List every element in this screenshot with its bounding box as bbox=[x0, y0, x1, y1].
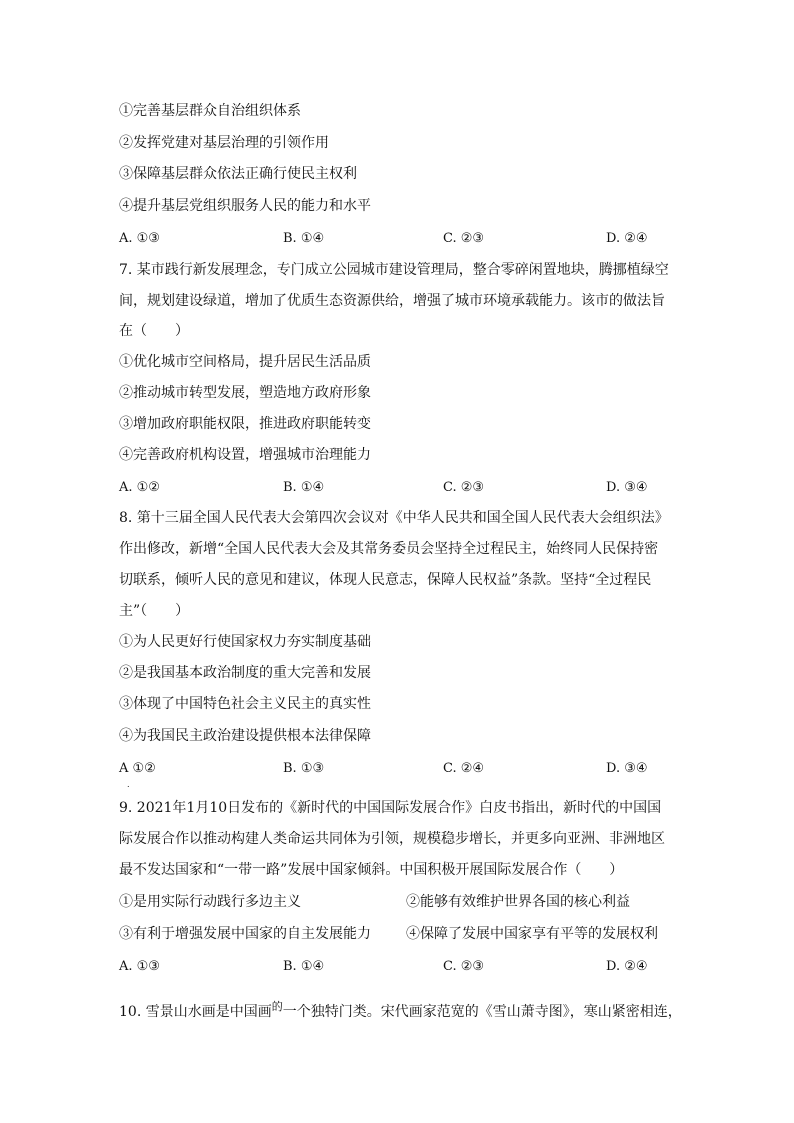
q9-item-1: ①是用实际行动践行多边主义 bbox=[119, 894, 301, 910]
q8-stem-line-3: 切联系，倾听人民的意见和建议，体现人民意志，保障人民权益”条款。坚持“全过程民 bbox=[119, 572, 652, 588]
q9-stem-line-1: 9. 2021年1月10日发布的《新时代的中国国际发展合作》白皮书指出，新时代的中国国 bbox=[119, 800, 662, 816]
stray-mark: . bbox=[127, 780, 130, 789]
q8-option-a: A ①② bbox=[119, 761, 156, 776]
q6-option-c: C. ②③ bbox=[443, 231, 485, 246]
q10-stem-raised-char: 的 bbox=[271, 1000, 283, 1013]
q8-option-c: C. ②④ bbox=[443, 761, 485, 776]
q7-item-3: ③增加政府职能权限，推进政府职能转变 bbox=[119, 416, 371, 432]
q9-item-3: ③有利于增强发展中国家的自主发展能力 bbox=[119, 926, 371, 942]
q10-stem-line-1 bbox=[119, 997, 682, 1022]
q6-item-2: ②发挥党建对基层治理的引领作用 bbox=[119, 135, 329, 151]
q7-option-a: A. ①② bbox=[119, 480, 160, 495]
q8-item-3: ③体现了中国特色社会主义民主的真实性 bbox=[119, 696, 371, 712]
q10-stem-part-1: 10. 雪景山水画是中国画 bbox=[119, 1004, 272, 1020]
q7-option-b: B. ①④ bbox=[283, 480, 325, 495]
q10-stem-part-2: 一个独特门类。宋代画家范宽的《雪山萧寺图》，寒山紧密相连， bbox=[282, 1004, 682, 1020]
q8-item-4: ④为我国民主政治建设提供根本法律保障 bbox=[119, 728, 371, 744]
q8-option-d: D. ③④ bbox=[606, 761, 648, 776]
q9-item-2: ②能够有效维护世界各国的核心利益 bbox=[406, 894, 630, 910]
q6-option-d: D. ②④ bbox=[606, 231, 648, 246]
q9-option-d: D. ②④ bbox=[606, 959, 648, 974]
q8-item-1: ①为人民更好行使国家权力夯实制度基础 bbox=[119, 634, 371, 650]
q7-stem-line-2: 间，规划建设绿道，增加了优质生态资源供给，增强了城市环境承载能力。该市的做法旨 bbox=[119, 293, 665, 309]
q6-item-3: ③保障基层群众依法正确行使民主权利 bbox=[119, 166, 357, 182]
q7-item-4: ④完善政府机构设置，增强城市治理能力 bbox=[119, 447, 371, 463]
q8-item-2: ②是我国基本政治制度的重大完善和发展 bbox=[119, 665, 371, 681]
q9-item-4: ④保障了发展中国家享有平等的发展权利 bbox=[406, 926, 658, 942]
q7-stem-line-3: 在（ ） bbox=[119, 323, 189, 339]
q8-option-b: B. ①③ bbox=[283, 761, 325, 776]
q8-stem-line-2: 作出修改，新增“全国人民代表大会及其常务委员会坚持全过程民主，始终同人民保持密 bbox=[119, 541, 659, 557]
q9-option-a: A. ①③ bbox=[119, 959, 160, 974]
q9-option-c: C. ②③ bbox=[443, 959, 485, 974]
q7-item-1: ①优化城市空间格局，提升居民生活品质 bbox=[119, 354, 371, 370]
q7-option-c: C. ②③ bbox=[443, 480, 485, 495]
q9-stem-line-3: 最不发达国家和“一带一路”发展中国家倾斜。中国积极开展国际发展合作（ ） bbox=[119, 862, 624, 878]
q7-option-d: D. ③④ bbox=[606, 480, 648, 495]
q6-item-1: ①完善基层群众自治组织体系 bbox=[119, 103, 301, 119]
q8-stem-line-4: 主”（ ） bbox=[119, 603, 190, 619]
q9-option-b: B. ①④ bbox=[283, 959, 325, 974]
q6-item-4: ④提升基层党组织服务人民的能力和水平 bbox=[119, 198, 371, 214]
q6-option-a: A. ①③ bbox=[119, 231, 160, 246]
q6-option-b: B. ①④ bbox=[283, 231, 325, 246]
q8-stem-line-1: 8. 第十三届全国人民代表大会第四次会议对《中华人民共和国全国人民代表大会组织法》 bbox=[119, 510, 669, 526]
q7-stem-line-1: 7. 某市践行新发展理念，专门成立公园城市建设管理局，整合零碎闲置地块，腾挪植绿空 bbox=[119, 262, 669, 278]
q7-item-2: ②推动城市转型发展，塑造地方政府形象 bbox=[119, 385, 371, 401]
q9-stem-line-2: 际发展合作以推动构建人类命运共同体为引领，规模稳步增长，并更多向亚洲、非洲地区 bbox=[119, 831, 665, 847]
